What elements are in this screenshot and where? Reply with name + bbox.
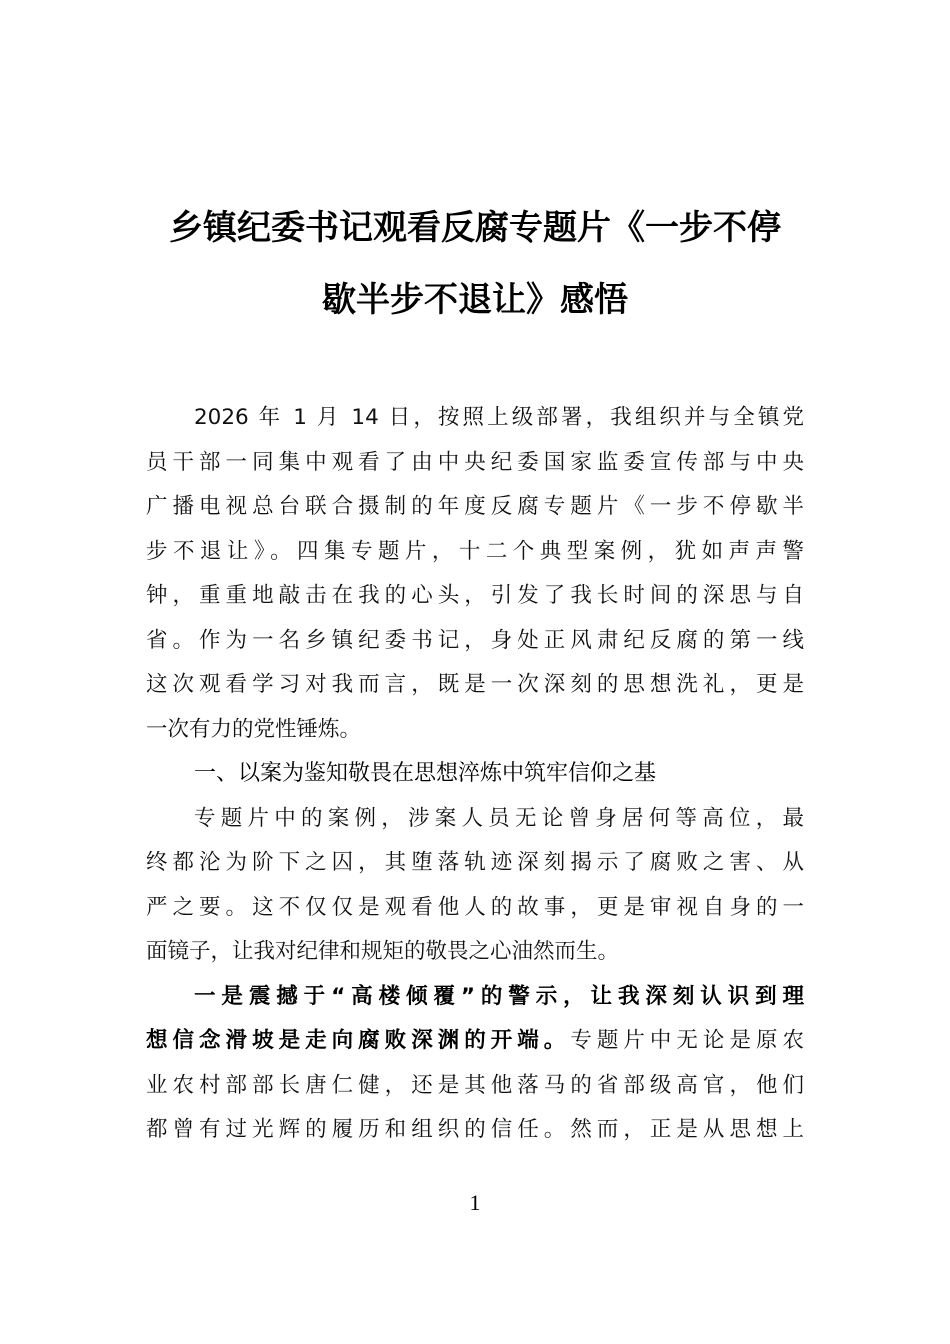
paragraph-3-line bbox=[146, 975, 804, 1020]
title-line-1: 乡镇纪委书记观看反腐专题片《一步不停 bbox=[169, 208, 781, 248]
paragraph-3-text: 专题片中无论是原农 bbox=[570, 1028, 804, 1053]
paragraph-2-line: 严之要。这不仅仅是观看他人的故事，更是审视自身的一 bbox=[146, 894, 804, 920]
paragraph-1-line: 员干部一同集中观看了由中央纪委国家监委宣传部与中央 bbox=[146, 449, 804, 475]
document-body bbox=[146, 396, 804, 1153]
paragraph-2-line: 专题片中的案例，涉案人员无论曾身居何等高位，最 bbox=[194, 805, 804, 831]
page-number: 1 bbox=[469, 1190, 481, 1215]
paragraph-2-line: 终都沦为阶下之囚，其堕落轨迹深刻揭示了腐败之害、从 bbox=[146, 850, 804, 875]
paragraph-1-line: 省。作为一名乡镇纪委书记，身处正风肃纪反腐的第一线 bbox=[146, 627, 804, 653]
paragraph-3-line bbox=[146, 1019, 804, 1064]
paragraph-3-line: 业农村部部长唐仁健，还是其他落马的省部级高官，他们 bbox=[146, 1072, 804, 1098]
paragraph-3-line: 都曾有过光辉的履历和组织的信任。然而，正是从思想上 bbox=[146, 1117, 804, 1142]
bold-lead-sentence: 一是震撼于“高楼倾覆”的警示，让我深刻认识到理 bbox=[194, 983, 804, 1009]
paragraph-2-line: 面镜子，让我对纪律和规矩的敬畏之心油然而生。 bbox=[146, 939, 620, 964]
paragraph-1-line: 钟，重重地敲击在我的心头，引发了我长时间的深思与自 bbox=[146, 583, 804, 608]
document-title bbox=[146, 192, 804, 336]
paragraph-1-line: 这次观看学习对我而言，既是一次深刻的思想洗礼，更是 bbox=[146, 672, 804, 697]
paragraph-1-line: 广播电视总台联合摄制的年度反腐专题片《一步不停歇半 bbox=[146, 494, 804, 519]
paragraph-1-line: 2026 年 1 月 14 日，按照上级部署，我组织并与全镇党 bbox=[194, 405, 804, 430]
paragraph-1-line: 步不退让》。四集专题片，十二个典型案例，犹如声声警 bbox=[146, 538, 804, 564]
bold-lead-sentence-end: 想信念滑坡是走向腐败深渊的开端。 bbox=[146, 1028, 571, 1053]
section-heading: 一、以案为鉴知敬畏在思想淬炼中筑牢信仰之基 bbox=[194, 761, 657, 786]
paragraph-1-line: 一次有力的党性锤炼。 bbox=[146, 716, 362, 742]
title-line-2: 歇半步不退让》感悟 bbox=[322, 280, 628, 320]
